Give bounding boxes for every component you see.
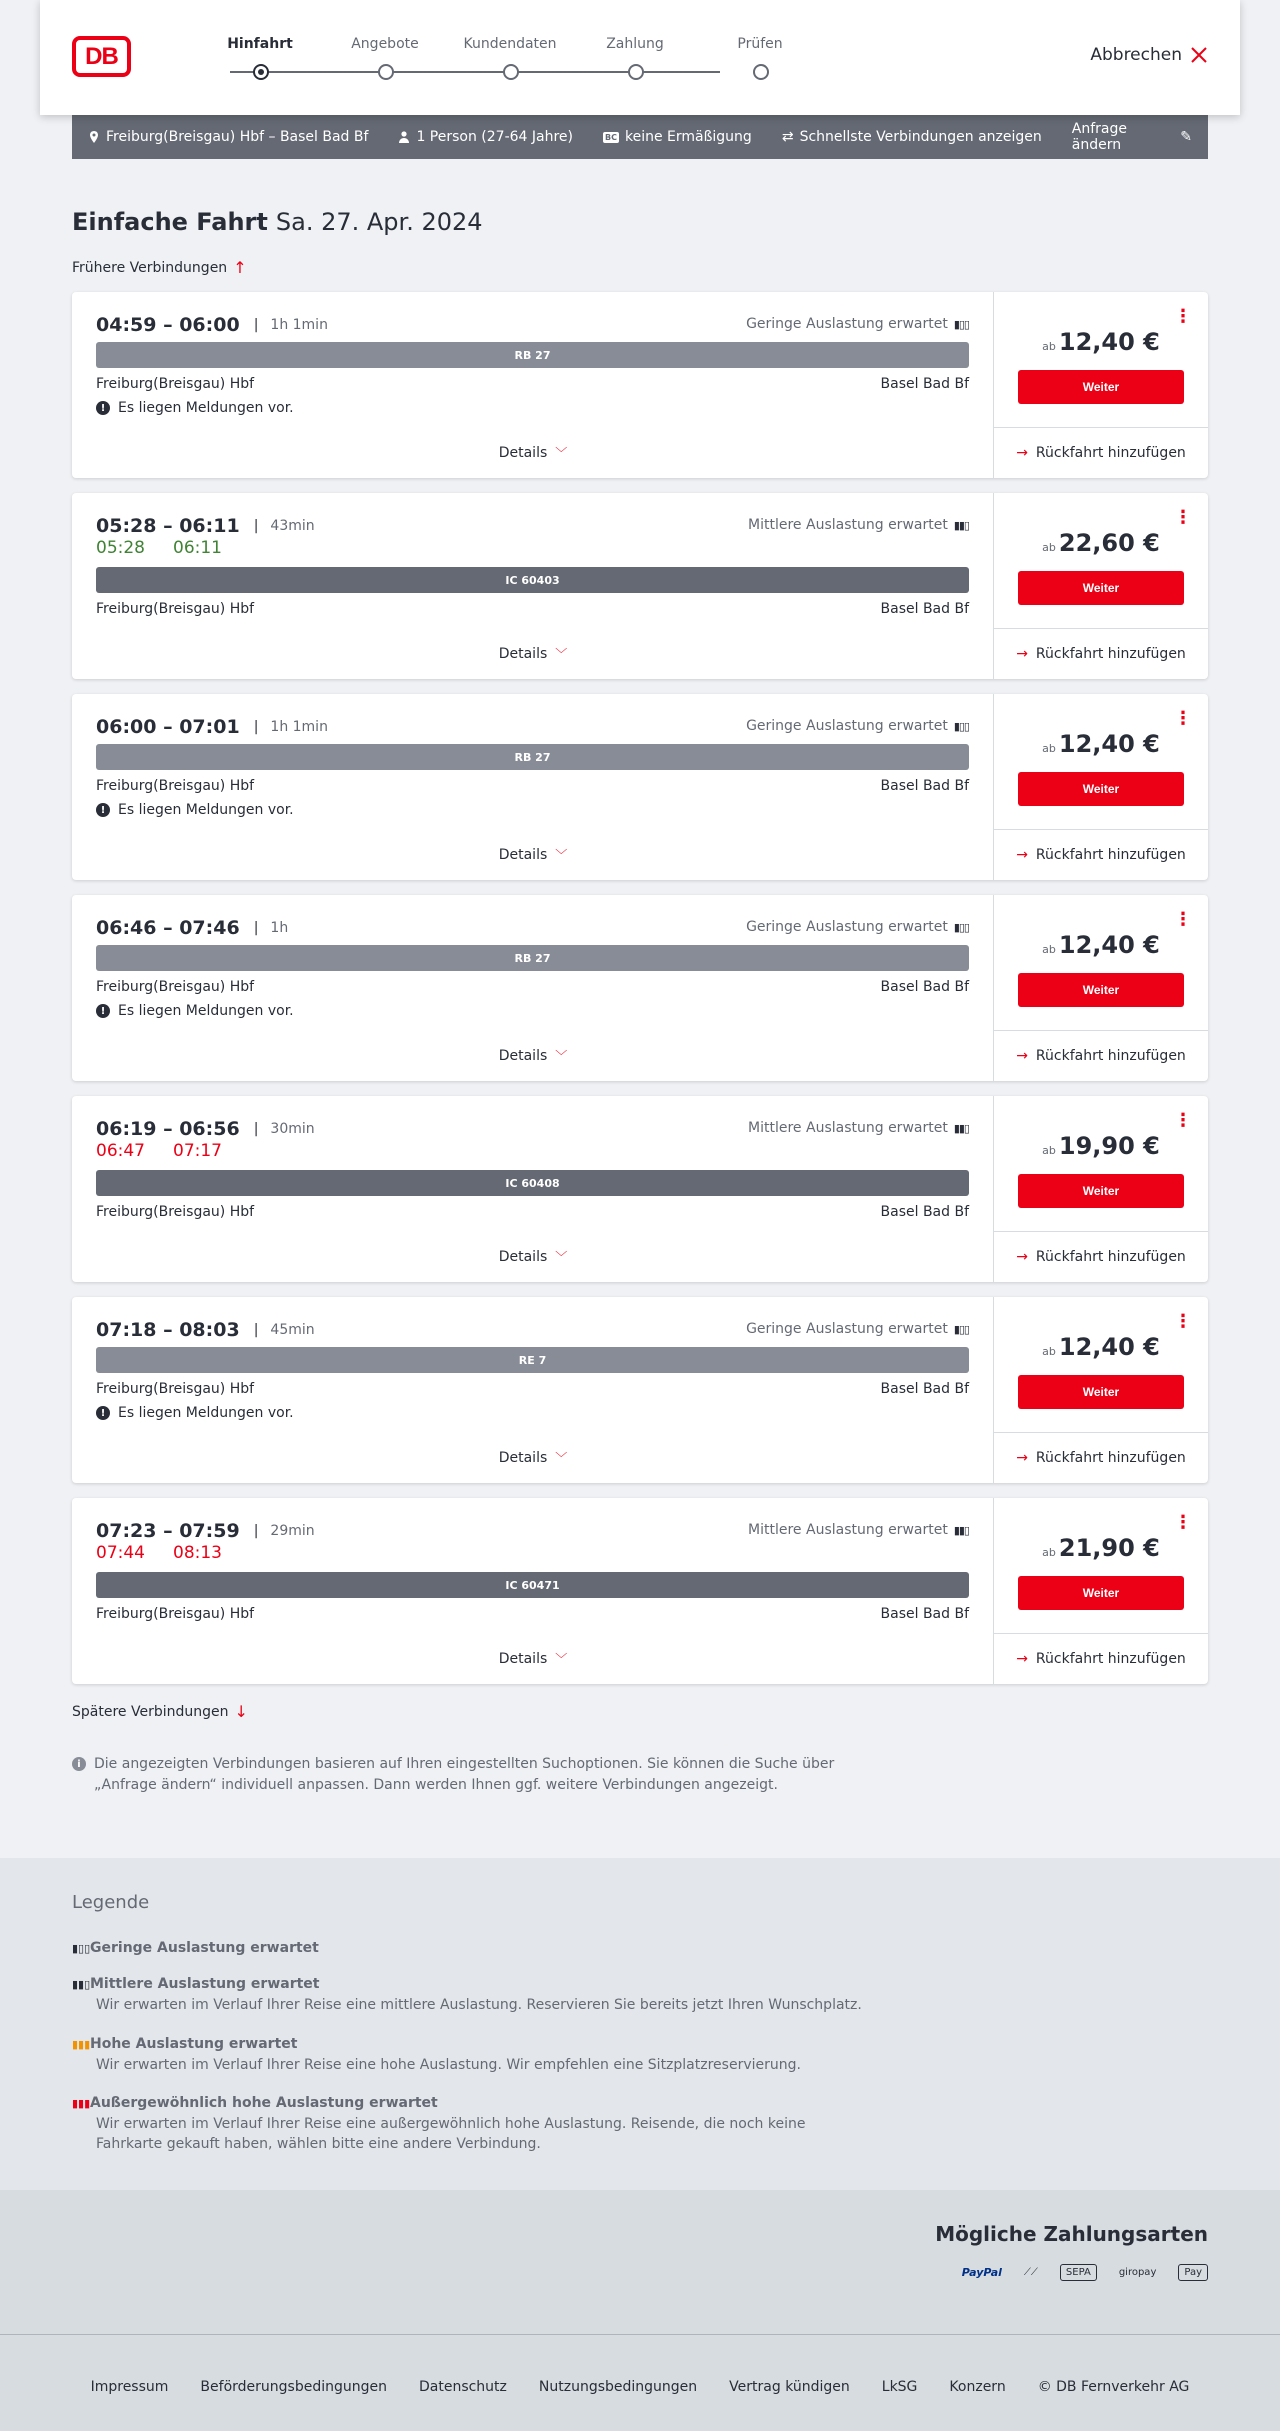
legend-title: Legende: [72, 1892, 150, 1913]
realtime-arrival: 06:11: [173, 538, 222, 558]
db-logo[interactable]: DB: [72, 36, 131, 77]
train-bar[interactable]: IC 60403: [96, 567, 969, 593]
connection-details-area[interactable]: [72, 1297, 994, 1483]
medium-occupancy-icon: ▮▮▯: [72, 1978, 91, 1991]
price: ab 22,60 €: [1042, 529, 1160, 557]
details-toggle[interactable]: Details ﹀: [498, 1047, 568, 1064]
footer-link[interactable]: Konzern: [949, 2379, 1006, 2395]
cancel-label: Abbrechen: [1090, 45, 1182, 65]
travel-date: Sa. 27. Apr. 2024: [275, 208, 483, 236]
paypal-icon: PayPal: [961, 2266, 1002, 2279]
legend-low: ▮▯▯Geringe Auslastung erwartet: [72, 1938, 319, 1959]
occupancy-info: Geringe Auslastung erwartet ▮▯▯: [746, 1321, 969, 1337]
connection-details-area[interactable]: [72, 292, 994, 478]
persons-info: 1 Person (27-64 Jahre): [398, 129, 573, 145]
connection-card[interactable]: [72, 493, 1208, 679]
connection-times: 06:46 – 07:46 | 1h: [96, 917, 288, 939]
chevron-down-icon: ﹀: [555, 1652, 568, 1666]
arrival-station: Basel Bad Bf: [880, 601, 969, 617]
connection-times: 06:19 – 06:56 | 30min: [96, 1118, 315, 1140]
price-area: [994, 1297, 1208, 1483]
departure-station: Freiburg(Breisgau) Hbf: [96, 1381, 255, 1397]
arrival-station: Basel Bad Bf: [880, 1606, 969, 1622]
continue-button[interactable]: Weiter: [1018, 1576, 1184, 1610]
price-area: [994, 895, 1208, 1081]
train-bar[interactable]: RE 7: [96, 1347, 969, 1373]
continue-button[interactable]: Weiter: [1018, 1174, 1184, 1208]
more-options-icon[interactable]: ⋮: [1174, 507, 1192, 528]
legend-high: ▮▮▮Hohe Auslastung erwartet Wir erwarten im Verlauf Ihrer Reise eine hohe Auslastung. Wir empfehlen eine Sitzplatzreservierung.: [72, 2036, 801, 2073]
progress-line: [230, 71, 720, 73]
continue-button[interactable]: Weiter: [1018, 571, 1184, 605]
legend-section: [0, 1858, 1280, 2190]
footer-link[interactable]: Vertrag kündigen: [729, 2379, 850, 2395]
search-summary-bar: [72, 115, 1208, 159]
train-bar[interactable]: RB 27: [96, 744, 969, 770]
payment-icons: [962, 2264, 1208, 2281]
connection-details-area[interactable]: [72, 895, 994, 1081]
occupancy-info: Mittlere Auslastung erwartet ▮▮▯: [748, 517, 969, 533]
details-toggle[interactable]: Details ﹀: [498, 1449, 568, 1466]
cancel-button[interactable]: [1090, 45, 1208, 65]
location-pin-icon: [88, 131, 100, 143]
continue-button[interactable]: Weiter: [1018, 370, 1184, 404]
connection-times: 05:28 – 06:11 | 43min: [96, 515, 315, 537]
train-bar[interactable]: IC 60471: [96, 1572, 969, 1598]
price: ab 12,40 €: [1042, 1333, 1160, 1361]
high-occupancy-icon: ▮▮▮: [72, 2038, 91, 2051]
occupancy-info: Geringe Auslastung erwartet ▮▯▯: [746, 718, 969, 734]
legend-very-high: ▮▮▮Außergewöhnlich hohe Auslastung erwartet Wir erwarten im Verlauf Ihrer Reise eine außergewöhnlich hohe Auslastung. Reisende, die noch keine Fahrkarte gekauft haben, wählen bitte eine andere Verbindung.: [72, 2095, 806, 2152]
discount-info: BC keine Ermäßigung: [605, 129, 752, 145]
connection-details-area[interactable]: [72, 694, 994, 880]
price: ab 21,90 €: [1042, 1534, 1160, 1562]
chevron-down-icon: ﹀: [555, 848, 568, 862]
alert-icon: !: [96, 1004, 110, 1018]
add-return-trip-button[interactable]: → Rückfahrt hinzufügen: [994, 1432, 1208, 1483]
message-notice: ! Es liegen Meldungen vor.: [96, 400, 294, 416]
price-area: [994, 694, 1208, 880]
occupancy-info: Mittlere Auslastung erwartet ▮▮▯: [748, 1522, 969, 1538]
train-bar[interactable]: RB 27: [96, 945, 969, 971]
connection-details-area[interactable]: [72, 493, 994, 679]
departure-station: Freiburg(Breisgau) Hbf: [96, 979, 255, 995]
details-toggle[interactable]: Details ﹀: [498, 846, 568, 863]
arrival-station: Basel Bad Bf: [880, 376, 969, 392]
occupancy-info: Mittlere Auslastung erwartet ▮▮▯: [748, 1120, 969, 1136]
arrow-up-icon: ↑: [233, 258, 247, 277]
connection-card[interactable]: [72, 292, 1208, 478]
add-return-trip-button[interactable]: → Rückfahrt hinzufügen: [994, 1633, 1208, 1684]
departure-station: Freiburg(Breisgau) Hbf: [96, 1606, 255, 1622]
arrow-right-icon: →: [1016, 1048, 1028, 1064]
footer-link[interactable]: Impressum: [90, 2379, 169, 2395]
realtime-departure: 07:44: [96, 1543, 145, 1563]
connection-card[interactable]: [72, 1297, 1208, 1483]
realtime-times: [96, 1141, 222, 1161]
more-options-icon[interactable]: ⋮: [1174, 1512, 1192, 1533]
medium-occupancy-icon: ▮▮▯: [953, 518, 969, 532]
occupancy-info: Geringe Auslastung erwartet ▮▯▯: [746, 919, 969, 935]
arrow-right-icon: →: [1016, 847, 1028, 863]
price: ab 12,40 €: [1042, 931, 1160, 959]
connection-times: 06:00 – 07:01 | 1h 1min: [96, 716, 328, 738]
departure-station: Freiburg(Breisgau) Hbf: [96, 778, 255, 794]
duration: | 1h: [254, 920, 289, 936]
realtime-arrival: 08:13: [173, 1543, 222, 1563]
continue-button[interactable]: Weiter: [1018, 772, 1184, 806]
arrow-right-icon: →: [1016, 1450, 1028, 1466]
realtime-departure: 05:28: [96, 538, 145, 558]
arrow-right-icon: →: [1016, 1249, 1028, 1265]
connection-details-area[interactable]: [72, 1498, 994, 1684]
arrow-right-icon: →: [1016, 646, 1028, 662]
low-occupancy-icon: ▮▯▯: [953, 920, 969, 934]
footer-link[interactable]: Datenschutz: [418, 2379, 507, 2395]
arrival-station: Basel Bad Bf: [880, 1204, 969, 1220]
medium-occupancy-icon: ▮▮▯: [953, 1523, 969, 1537]
connection-card[interactable]: [72, 895, 1208, 1081]
chevron-down-icon: ﹀: [555, 647, 568, 661]
search-options-note: i Die angezeigten Verbindungen basieren auf Ihren eingestellten Suchoptionen. Sie können die Suche über „Anfrage ändern“ individuell anpassen. Dann werden Ihnen ggf. weitere Verbindungen angezeigt.: [72, 1754, 852, 1796]
header: [40, 0, 1240, 115]
medium-occupancy-icon: ▮▮▯: [953, 1121, 969, 1135]
very-high-occupancy-icon: ▮▮▮: [72, 2097, 91, 2110]
duration: | 1h 1min: [254, 317, 328, 333]
low-occupancy-icon: ▮▯▯: [72, 1942, 91, 1955]
duration: | 1h 1min: [254, 719, 328, 735]
alert-icon: !: [96, 401, 110, 415]
add-return-trip-button[interactable]: → Rückfahrt hinzufügen: [994, 1231, 1208, 1282]
price-area: [994, 1498, 1208, 1684]
train-bar[interactable]: IC 60408: [96, 1170, 969, 1196]
connection-times: 07:23 – 07:59 | 29min: [96, 1520, 315, 1542]
step-pruefen[interactable]: Prüfen: [710, 36, 810, 52]
more-options-icon[interactable]: ⋮: [1174, 1311, 1192, 1332]
details-toggle[interactable]: Details ﹀: [498, 1248, 568, 1265]
earlier-connections-link[interactable]: Frühere Verbindungen ↑: [72, 258, 247, 277]
occupancy-info: Geringe Auslastung erwartet ▮▯▯: [746, 316, 969, 332]
info-icon: i: [72, 1757, 86, 1771]
add-return-trip-button[interactable]: → Rückfahrt hinzufügen: [994, 829, 1208, 880]
connection-details-area[interactable]: [72, 1096, 994, 1282]
low-occupancy-icon: ▮▯▯: [953, 719, 969, 733]
person-icon: [398, 131, 410, 143]
price-area: [994, 292, 1208, 478]
add-return-trip-button[interactable]: → Rückfahrt hinzufügen: [994, 427, 1208, 478]
more-options-icon[interactable]: ⋮: [1174, 306, 1192, 327]
duration: | 43min: [254, 518, 315, 534]
chevron-down-icon: ﹀: [555, 1049, 568, 1063]
step-zahlung[interactable]: Zahlung: [585, 36, 685, 52]
connection-card[interactable]: [72, 1096, 1208, 1282]
low-occupancy-icon: ▮▯▯: [953, 1322, 969, 1336]
arrow-right-icon: →: [1016, 445, 1028, 461]
more-options-icon[interactable]: ⋮: [1174, 708, 1192, 729]
message-notice: ! Es liegen Meldungen vor.: [96, 1405, 294, 1421]
edit-request-button[interactable]: Anfrage ändern ✎: [1071, 121, 1192, 153]
realtime-times: [96, 1543, 222, 1563]
more-options-icon[interactable]: ⋮: [1174, 909, 1192, 930]
duration: | 45min: [254, 1322, 315, 1338]
contactless-card-icon: ⟋⟋: [1023, 2267, 1038, 2278]
chevron-down-icon: ﹀: [555, 446, 568, 460]
chevron-down-icon: ﹀: [555, 1451, 568, 1465]
payment-title: Mögliche Zahlungsarten: [935, 2222, 1208, 2246]
later-connections-link[interactable]: Spätere Verbindungen ↓: [72, 1702, 248, 1721]
progress-steps: [210, 36, 783, 86]
details-toggle[interactable]: Details ﹀: [498, 1650, 568, 1667]
departure-station: Freiburg(Breisgau) Hbf: [96, 1204, 255, 1220]
footer-link[interactable]: Beförderungsbedingungen: [200, 2379, 387, 2395]
message-notice: ! Es liegen Meldungen vor.: [96, 1003, 294, 1019]
pencil-icon: ✎: [1180, 129, 1192, 145]
arrow-right-icon: →: [1016, 1651, 1028, 1667]
bahncard-icon: BC: [605, 132, 617, 142]
arrow-down-icon: ↓: [234, 1702, 248, 1721]
price: ab 12,40 €: [1042, 328, 1160, 356]
arrival-station: Basel Bad Bf: [880, 1381, 969, 1397]
chevron-down-icon: ﹀: [555, 1250, 568, 1264]
close-icon: [1190, 46, 1208, 64]
payment-section: [0, 2190, 1280, 2334]
swap-arrows-icon: ⇄: [781, 129, 794, 145]
footer-link[interactable]: Nutzungsbedingungen: [538, 2379, 698, 2395]
arrival-station: Basel Bad Bf: [880, 778, 969, 794]
footer-link[interactable]: © DB Fernverkehr AG: [1037, 2379, 1190, 2395]
price: ab 19,90 €: [1042, 1132, 1160, 1160]
route-info: Freiburg(Breisgau) Hbf – Basel Bad Bf: [88, 129, 368, 145]
alert-icon: !: [96, 803, 110, 817]
arrival-station: Basel Bad Bf: [880, 979, 969, 995]
alert-icon: !: [96, 1406, 110, 1420]
continue-button[interactable]: Weiter: [1018, 1375, 1184, 1409]
realtime-departure: 06:47: [96, 1141, 145, 1161]
duration: | 29min: [254, 1523, 315, 1539]
connection-times: 07:18 – 08:03 | 45min: [96, 1319, 315, 1341]
realtime-times: [96, 538, 222, 558]
fastest-info: ⇄ Schnellste Verbindungen anzeigen: [781, 129, 1042, 145]
sepa-icon: SEPA: [1060, 2264, 1097, 2281]
continue-button[interactable]: Weiter: [1018, 973, 1184, 1007]
footer-link[interactable]: LkSG: [881, 2379, 918, 2395]
add-return-trip-button[interactable]: → Rückfahrt hinzufügen: [994, 628, 1208, 679]
giropay-icon: giropay: [1118, 2267, 1157, 2278]
price-area: [994, 1096, 1208, 1282]
more-options-icon[interactable]: ⋮: [1174, 1110, 1192, 1131]
connection-card[interactable]: [72, 694, 1208, 880]
step-hinfahrt[interactable]: Hinfahrt: [210, 36, 310, 52]
apple-pay-icon: Pay: [1178, 2264, 1208, 2281]
step-angebote[interactable]: Angebote: [335, 36, 435, 52]
page-title: Einfache Fahrt Sa. 27. Apr. 2024: [72, 208, 483, 236]
details-toggle[interactable]: Details ﹀: [498, 645, 568, 662]
details-toggle[interactable]: Details ﹀: [498, 444, 568, 461]
connection-card[interactable]: [72, 1498, 1208, 1684]
footer: [0, 2334, 1280, 2431]
departure-station: Freiburg(Breisgau) Hbf: [96, 601, 255, 617]
departure-station: Freiburg(Breisgau) Hbf: [96, 376, 255, 392]
message-notice: ! Es liegen Meldungen vor.: [96, 802, 294, 818]
duration: | 30min: [254, 1121, 315, 1137]
price: ab 12,40 €: [1042, 730, 1160, 758]
add-return-trip-button[interactable]: → Rückfahrt hinzufügen: [994, 1030, 1208, 1081]
step-kundendaten[interactable]: Kundendaten: [460, 36, 560, 52]
footer-links: [0, 2379, 1280, 2395]
realtime-arrival: 07:17: [173, 1141, 222, 1161]
price-area: [994, 493, 1208, 679]
train-bar[interactable]: RB 27: [96, 342, 969, 368]
connection-times: 04:59 – 06:00 | 1h 1min: [96, 314, 328, 336]
low-occupancy-icon: ▮▯▯: [953, 317, 969, 331]
legend-medium: ▮▮▯Mittlere Auslastung erwartet Wir erwarten im Verlauf Ihrer Reise eine mittlere Auslastung. Reservieren Sie bereits jetzt Ihren Wunschplatz.: [72, 1976, 862, 2013]
